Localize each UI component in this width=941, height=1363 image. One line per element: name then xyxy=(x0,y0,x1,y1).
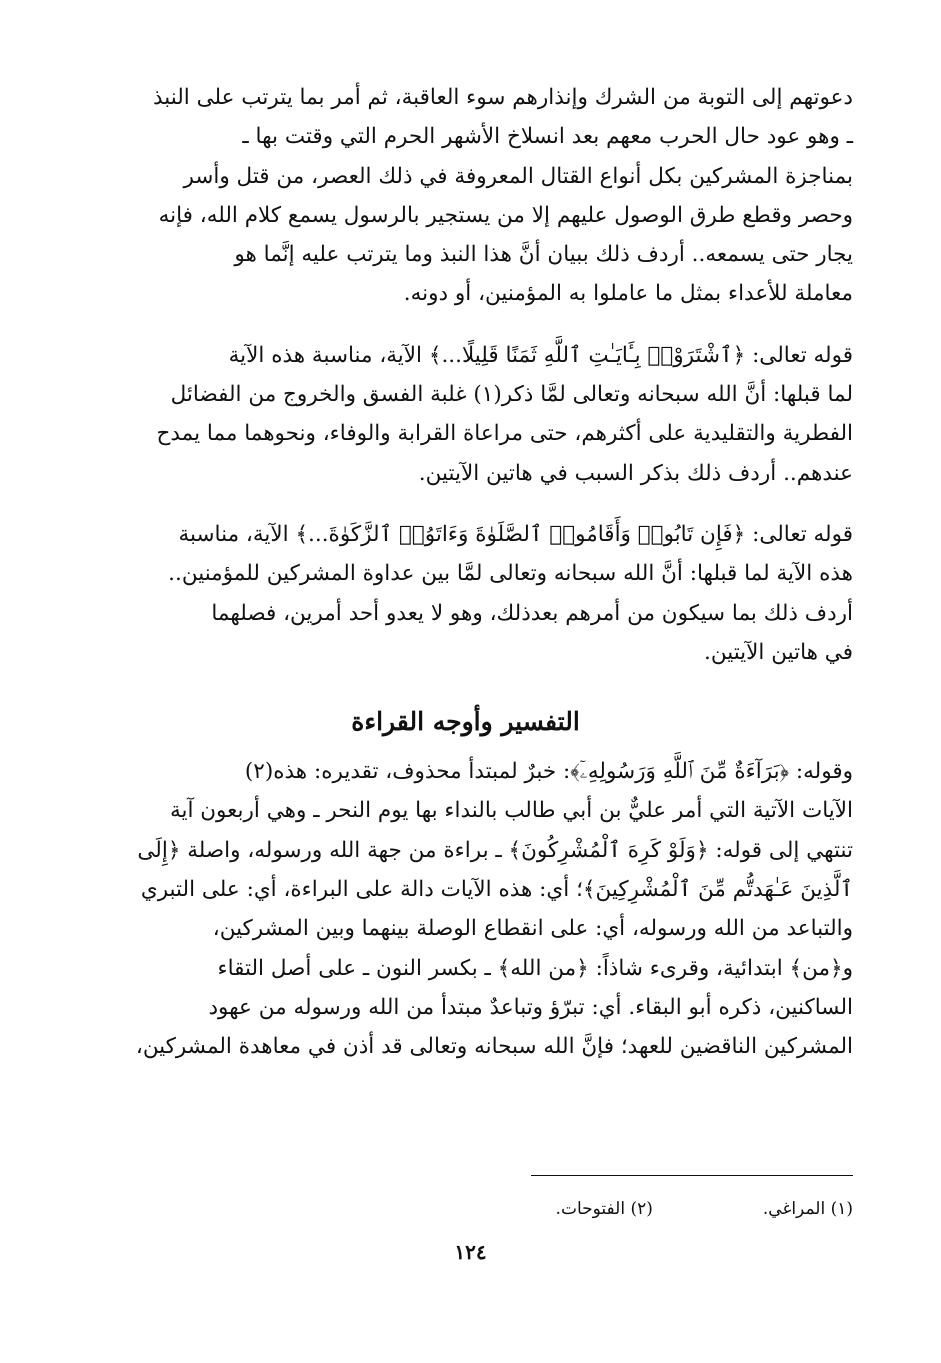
text-line: وقوله: ﴿بَرَآءَةٌ مِّنَ ٱللَّهِ وَرَسُولِهِۦٓ﴾: خبرٌ لمبتدأ محذوف، تقديره: هذه(٢) xyxy=(244,759,853,785)
text-line: قوله تعالى: ﴿فَإِن تَابُوا۟ وَأَقَامُوا۟ ٱلصَّلَوٰةَ وَءَاتَوُا۟ ٱلزَّكَوٰةَ...﴾ الآية، مناسبة xyxy=(178,521,853,547)
text-line: و﴿من﴾ ابتدائية، وقرىء شاذاً: ﴿من الله﴾ ـ بكسر النون ـ على أصل التقاء xyxy=(217,955,853,981)
text-line: يجار حتى يسمعه.. أردف ذلك ببيان أنَّ هذا النبذ وما يترتب عليه إنَّما هو xyxy=(234,242,853,268)
text-line: المشركين الناقضين للعهد؛ فإنَّ الله سبحانه وتعالى قد أذن في معاهدة المشركين، xyxy=(135,1034,853,1060)
text-line: وحصر وقطع طرق الوصول عليهم إلا من يستجير بالرسول يسمع كلام الله، فإنه xyxy=(158,202,853,228)
text-line: ٱلَّذِينَ عَـٰهَدتُّم مِّنَ ٱلْمُشْرِكِينَ﴾؛ أي: هذه الآيات دالة على البراءة، أي: على التبري xyxy=(140,877,853,903)
text-line: قوله تعالى: ﴿ٱشْتَرَوْا۟ بِـَٔايَـٰتِ ٱللَّهِ ثَمَنًا قَلِيلًا...﴾ الآية، مناسبة هذه الآية xyxy=(228,342,853,368)
footnote-divider xyxy=(531,1175,853,1176)
paragraph-3 xyxy=(78,515,853,672)
text-line: ـ وهو عود حال الحرب معهم بعد انسلاخ الأشهر الحرم التي وقتت بها ـ xyxy=(242,124,853,150)
text-line: تنتهي إلى قوله: ﴿وَلَوْ كَرِهَ ٱلْمُشْرِكُونَ﴾ ـ براءة من جهة الله ورسوله، واصلة ﴿إِلَى xyxy=(137,837,853,863)
text-line: في هاتين الآيتين. xyxy=(704,639,853,665)
text-line: أردف ذلك بما سيكون من أمرهم بعدذلك، وهو لا يعدو أحد أمرين، فصلهما xyxy=(211,600,853,626)
text-line: الآيات الآتية التي أمر عليٌّ بن أبي طالب بالنداء بها يوم النحر ـ وهي أربعون آية xyxy=(169,798,853,824)
section-heading: التفسير وأوجه القراءة xyxy=(351,707,580,737)
paragraph-2 xyxy=(78,336,853,493)
footnote-1: (١) المراغي. xyxy=(762,1199,853,1219)
text-line: بمناجزة المشركين بكل أنواع القتال المعروفة في ذلك العصر، من قتل وأسر xyxy=(183,163,853,189)
text-line: هذه الآية لما قبلها: أنَّ الله سبحانه وتعالى لمَّا بين عداوة المشركين للمؤمنين.. xyxy=(168,561,853,587)
footnote-row xyxy=(88,1196,853,1222)
page-number: ١٢٤ xyxy=(454,1240,487,1264)
footnotes xyxy=(88,1175,853,1222)
text-line: معاملة للأعداء بمثل ما عاملوا به المؤمنين، أو دونه. xyxy=(403,281,853,307)
paragraph-1 xyxy=(78,78,853,314)
text-line: الساكنين، ذكره أبو البقاء. أي: تبرّؤ وتباعدٌ مبتدأ من الله ورسوله من عهود xyxy=(208,994,853,1020)
text-line: لما قبلها: أنَّ الله سبحانه وتعالى لمَّا ذكر(١) غلبة الفسق والخروج من الفضائل xyxy=(170,382,853,408)
text-line: دعوتهم إلى التوبة من الشرك وإنذارهم سوء العاقبة، ثم أمر بما يترتب على النبذ xyxy=(152,85,853,110)
paragraph-4 xyxy=(78,752,853,1066)
page-body xyxy=(78,78,853,1067)
footnote-2: (٢) الفتوحات. xyxy=(555,1199,653,1219)
text-line: عندهم.. أردف ذلك بذكر السبب في هاتين الآيتين. xyxy=(418,460,853,486)
text-line: والتباعد من الله ورسوله، أي: على انقطاع الوصلة بينهما وبين المشركين، xyxy=(212,916,853,942)
text-line: الفطرية والتقليدية على أكثرهم، حتى مراعاة القرابة والوفاء، ونحوهما مما يمدح xyxy=(156,421,853,447)
